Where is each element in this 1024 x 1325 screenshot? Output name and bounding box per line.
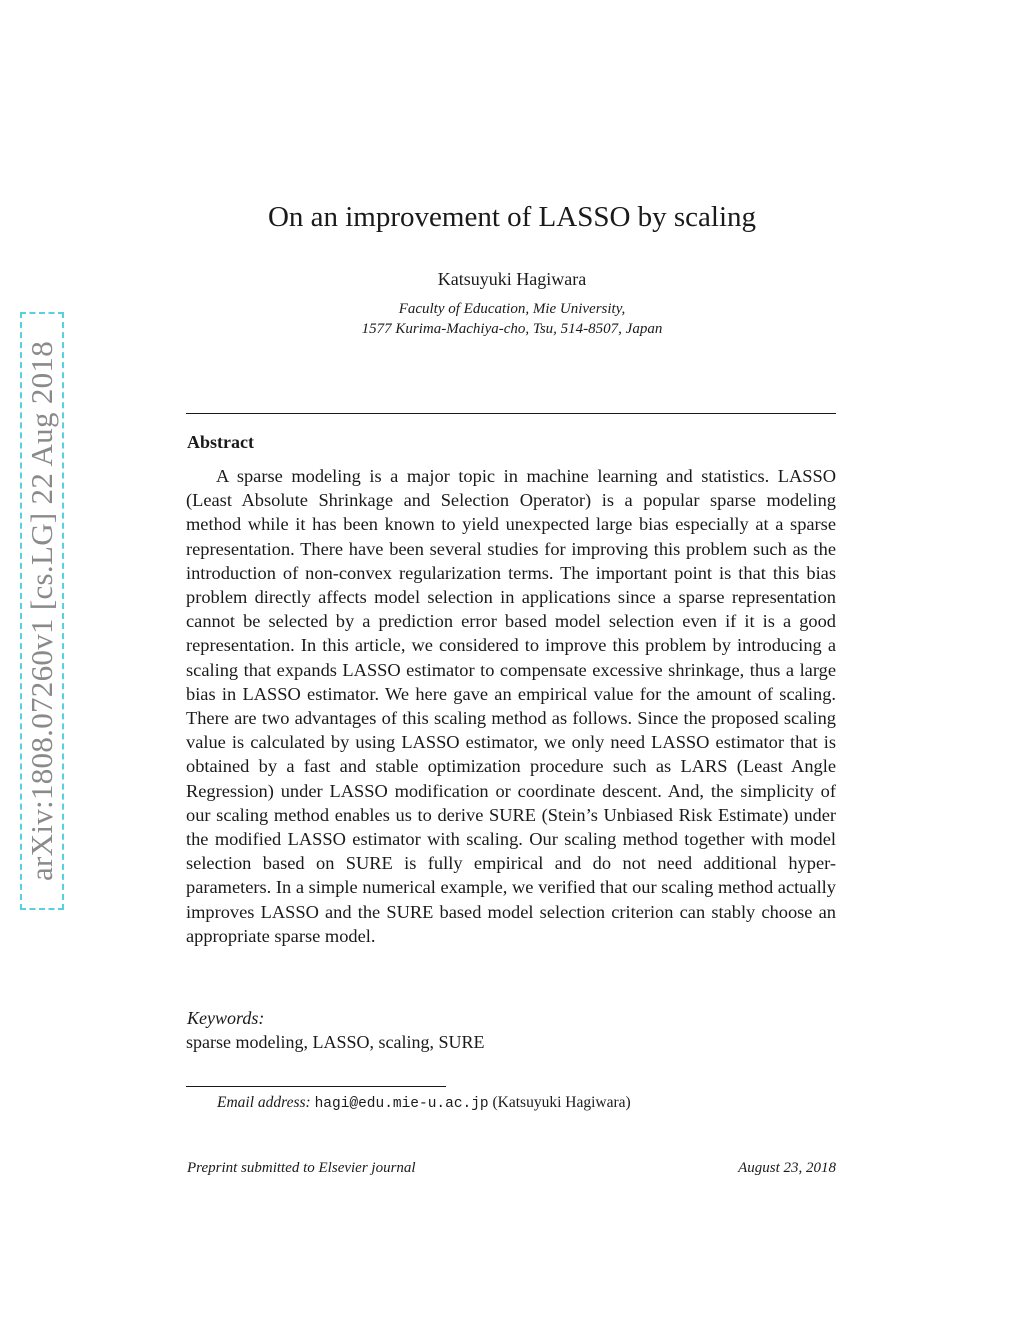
keywords-list: sparse modeling, LASSO, scaling, SURE — [186, 1032, 485, 1052]
abstract-text: A sparse modeling is a major topic in machine learning and statistics. LASSO (Least Absolute Shrinkage and Selection Operator) is a popular sparse modeling method while it has been known to yield unexpected large bias especially at a sparse representation. There have been several studies for improving this problem such as the introduction of non-convex regularization terms. The important point is that this bias problem directly affects model selection in applications since a sparse representation cannot be selected by a prediction error based model selection even if it is a good representation. In this article, we considered to improve this problem by introducing a scaling that expands LASSO estimator to compensate excessive shrinkage, thus a large bias in LASSO estimator. We here gave an empirical value for the amount of scaling. There are two advantages of this scaling method as follows. Since the proposed scaling value is calculated by using LASSO estimator, we only need LASSO estimator that is obtained by a fast and stable optimization procedure such as LARS (Least Angle Regression) under LASSO modification or coordinate descent. And, the simplicity of our scaling method enables us to derive SURE (Stein’s Unbiased Risk Estimate) under the modified LASSO estimator with scaling. Our scaling method together with model selection based on SURE is fully empirical and do not need additional hyper-parameters. In a simple numerical example, we verified that our scaling method actually improves LASSO and the SURE based model selection criterion can stably choose an appropriate sparse model. — [186, 466, 836, 946]
footnote-rule — [186, 1086, 446, 1087]
arxiv-stamp: arXiv:1808.07260v1 [cs.LG] 22 Aug 2018 — [24, 340, 59, 882]
abstract-top-rule — [186, 413, 836, 414]
email-owner: (Katsuyuki Hagiwara) — [492, 1094, 631, 1111]
preprint-date: August 23, 2018 — [738, 1160, 836, 1176]
email-label: Email address: — [217, 1094, 311, 1111]
email-address[interactable]: hagi@edu.mie-u.ac.jp — [314, 1096, 489, 1112]
preprint-note: Preprint submitted to Elsevier journal — [187, 1160, 416, 1176]
author-name: Katsuyuki Hagiwara — [437, 269, 587, 289]
affiliation-line-2: 1577 Kurima-Machiya-cho, Tsu, 514-8507, Japan — [361, 321, 663, 337]
affiliation-line-1: Faculty of Education, Mie University, — [398, 301, 626, 317]
keywords-heading: Keywords: — [187, 1008, 265, 1028]
paper-title: On an improvement of LASSO by scaling — [267, 201, 757, 233]
footnote — [217, 1094, 631, 1112]
abstract-heading: Abstract — [187, 432, 254, 452]
